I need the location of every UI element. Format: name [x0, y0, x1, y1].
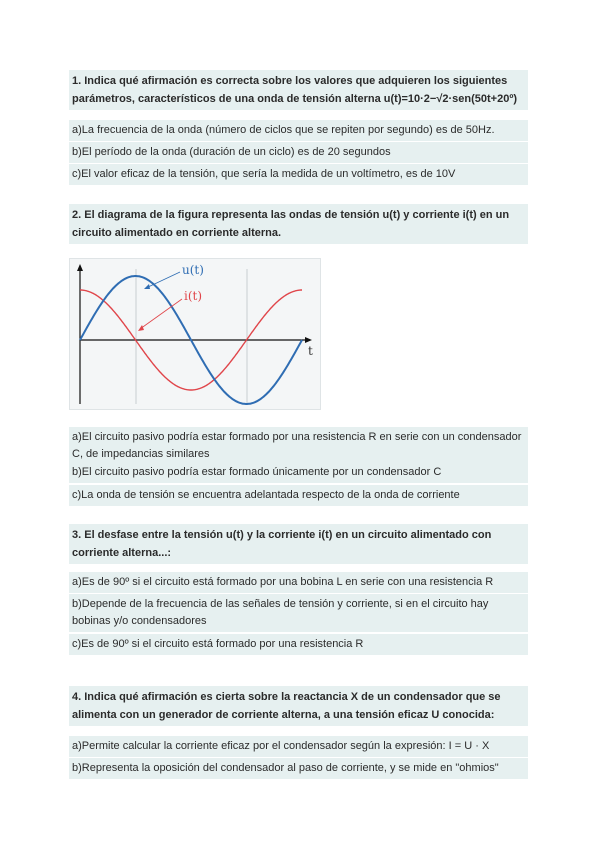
question-3-title: 3. El desfase entre la tensión u(t) y la corriente i(t) en un circuito alimentado con corriente alterna...: — [69, 524, 528, 564]
question-4-option-a[interactable]: a)Permite calcular la corriente eficaz por el condensador según la expresión: I = U · X — [69, 736, 528, 757]
time-axis-label: t — [308, 344, 313, 358]
waveform-svg — [70, 259, 322, 411]
question-1-option-b[interactable]: b)El período de la onda (duración de un ciclo) es de 20 segundos — [69, 142, 528, 163]
question-1-option-a[interactable]: a)La frecuencia de la onda (número de ciclos que se repiten por segundo) es de 50Hz. — [69, 120, 528, 141]
question-3-option-a[interactable]: a)Es de 90º si el circuito está formado por una bobina L en serie con una resistencia R — [69, 572, 528, 593]
question-2-option-b[interactable]: b)El circuito pasivo podría estar formado únicamente por un condensador C — [69, 462, 528, 483]
question-3-option-b[interactable]: b)Depende de la frecuencia de las señales de tensión y corriente, si en el circuito hay bobinas y/o condensadores — [69, 594, 528, 632]
voltage-pointer-arrow — [144, 284, 150, 289]
x-axis-arrow — [305, 337, 312, 343]
question-1-option-c[interactable]: c)El valor eficaz de la tensión, que sería la medida de un voltímetro, es de 10V — [69, 164, 528, 185]
question-2-option-c[interactable]: c)La onda de tensión se encuentra adelantada respecto de la onda de corriente — [69, 485, 528, 506]
voltage-label-pointer — [146, 272, 180, 288]
current-pointer-arrow — [138, 325, 144, 331]
question-1-title: 1. Indica qué afirmación es correcta sobre los valores que adquieren los siguientes parámetros, característicos de una onda de tensión alterna u(t)=10·2−√2·sen(50t+20º) — [69, 70, 528, 110]
voltage-label: u(t) — [182, 263, 204, 277]
question-2-option-a[interactable]: a)El circuito pasivo podría estar formado por una resistencia R en serie con un condensador C, de impedancias similares — [69, 427, 528, 465]
y-axis-arrow — [77, 264, 83, 271]
waveform-figure — [69, 258, 321, 410]
question-4-option-b[interactable]: b)Representa la oposición del condensador al paso de corriente, y se mide en "ohmios" — [69, 758, 528, 779]
question-4-title: 4. Indica qué afirmación es cierta sobre la reactancia X de un condensador que se alimenta con un generador de corriente alterna, a una tensión eficaz U conocida: — [69, 686, 528, 726]
question-2-title: 2. El diagrama de la figura representa las ondas de tensión u(t) y corriente i(t) en un circuito alimentado en corriente alterna. — [69, 204, 528, 244]
question-3-option-c[interactable]: c)Es de 90º si el circuito está formado por una resistencia R — [69, 634, 528, 655]
current-label: i(t) — [184, 289, 203, 303]
